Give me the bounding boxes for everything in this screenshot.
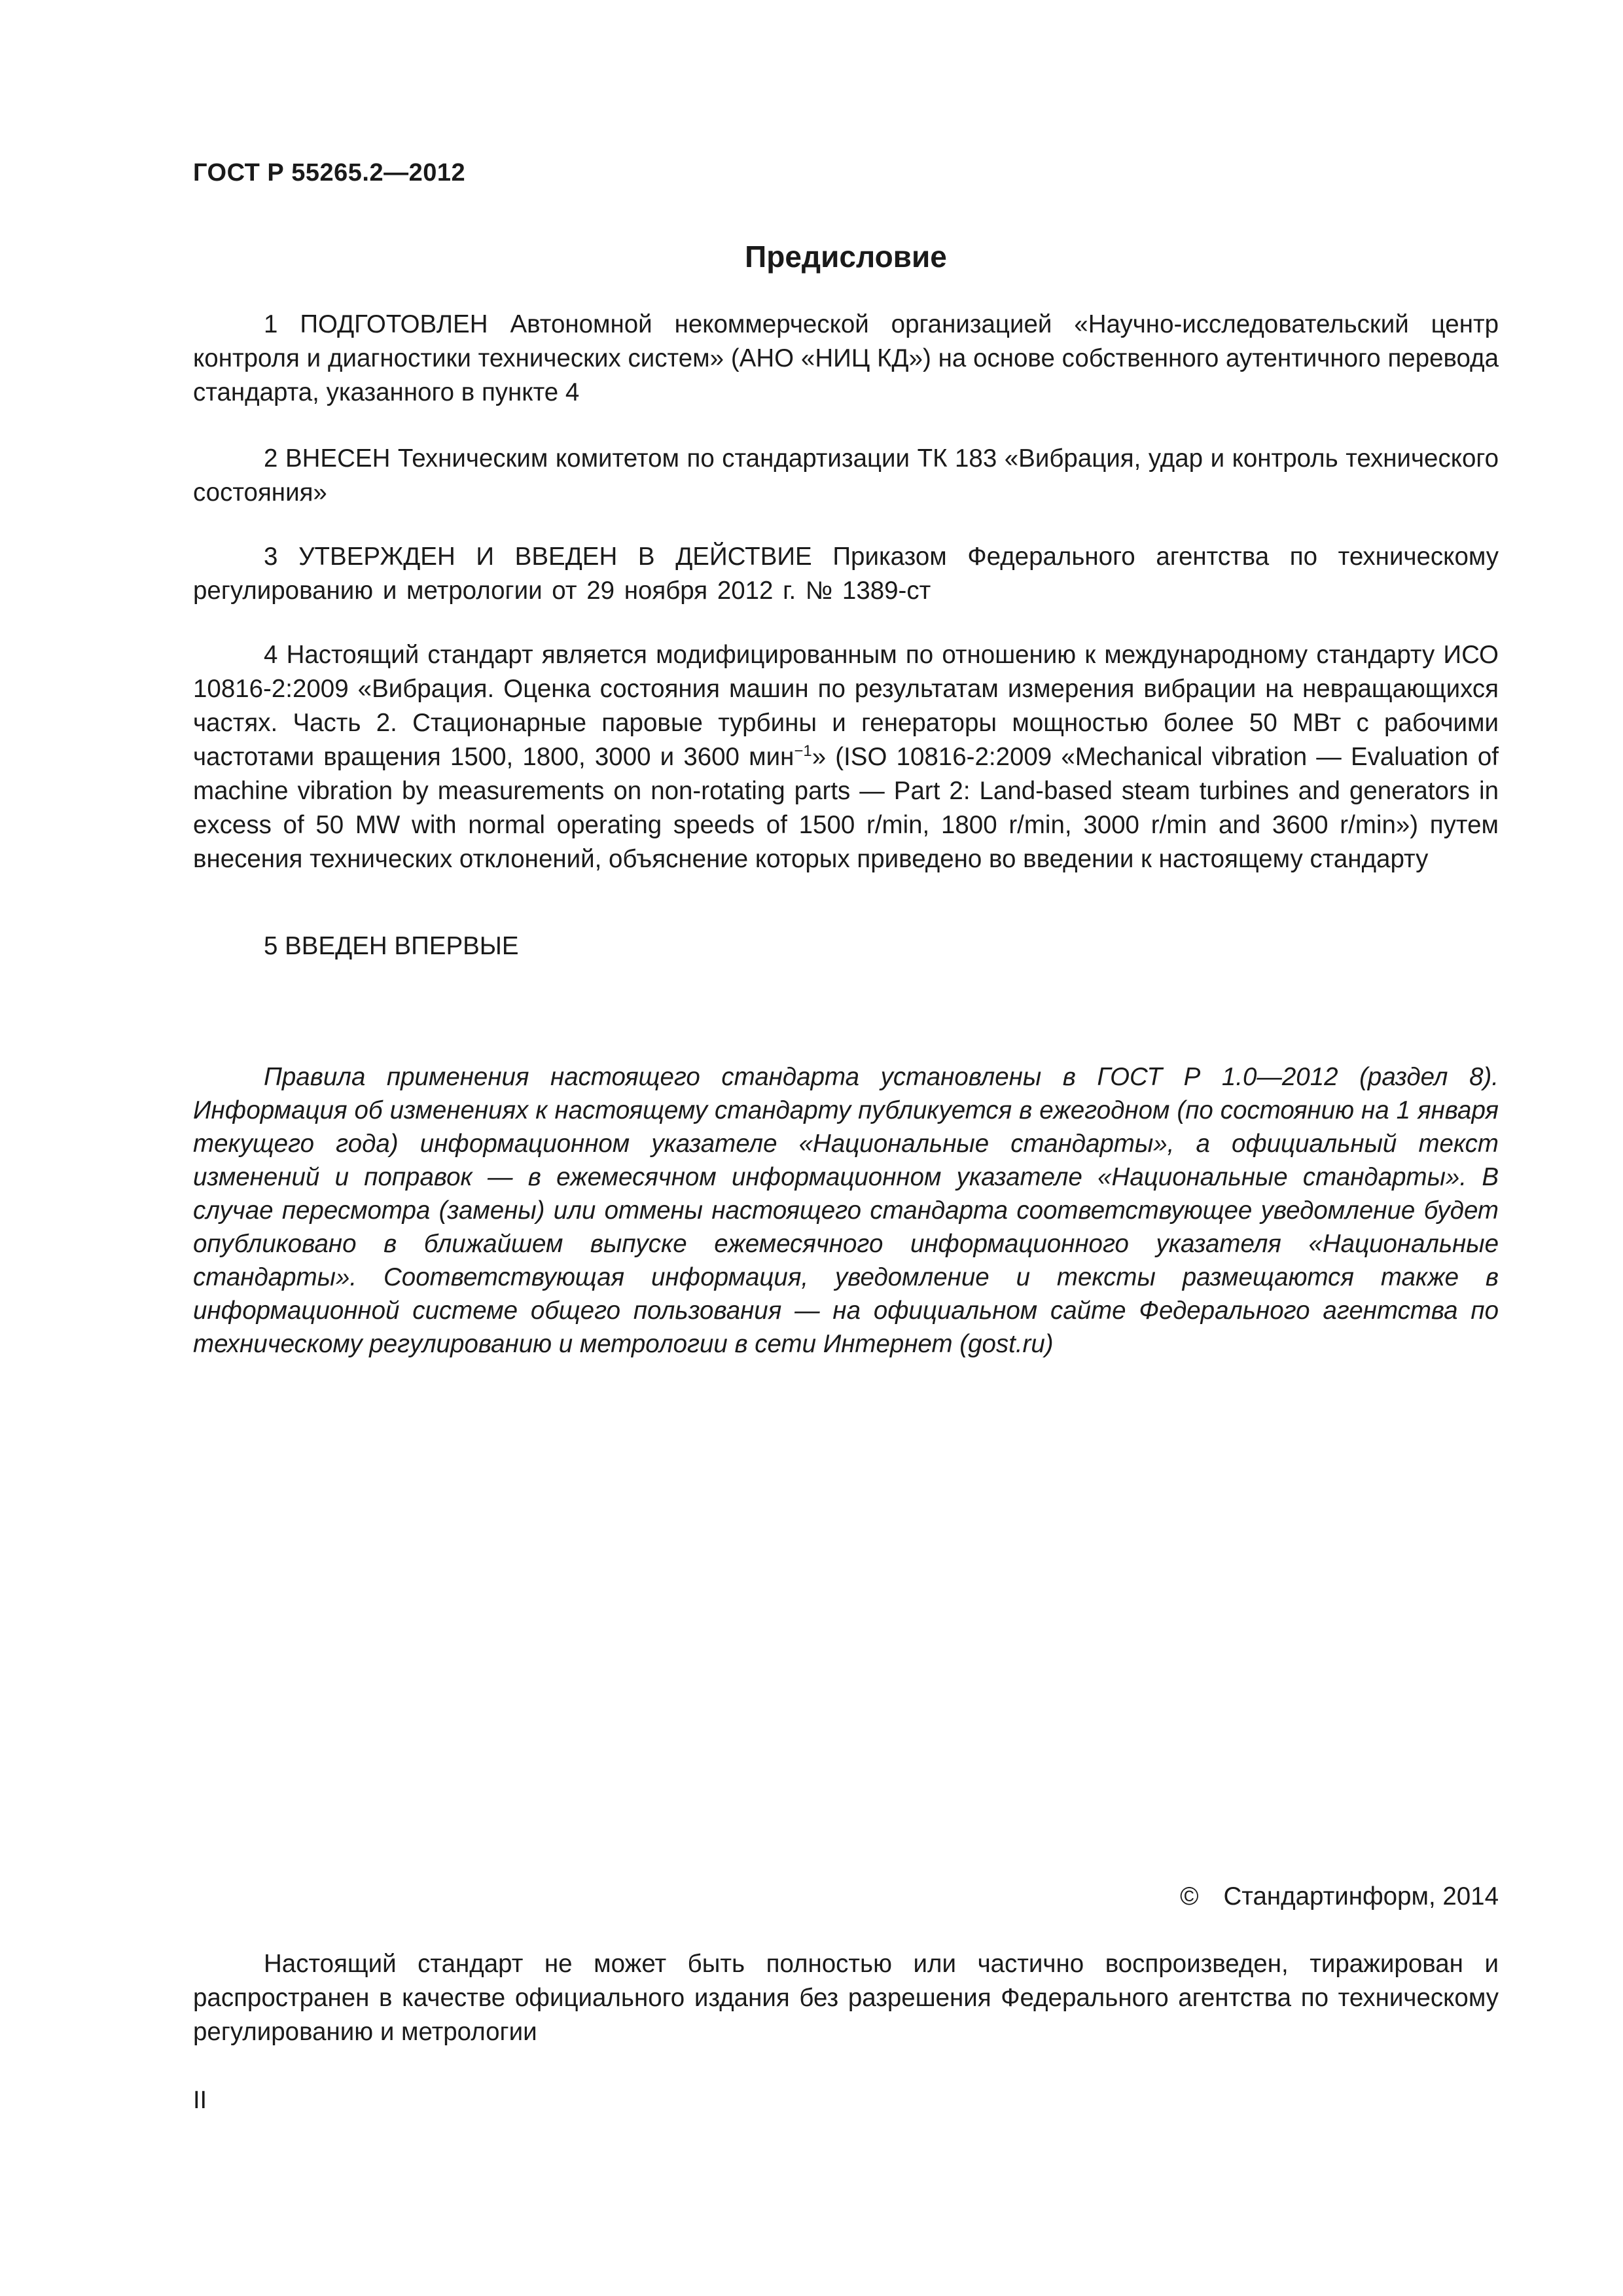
- copyright-icon: ©: [1180, 1882, 1199, 1910]
- item-number: 2: [264, 444, 278, 473]
- page-number: II: [193, 2087, 207, 2114]
- section-title: Предисловие: [745, 240, 947, 274]
- application-rules-text: Правила применения настоящего стандарта установлены в ГОСТ Р 1.0—2012 (раздел 8). Информация об изменениях к настоящему стандарту публикуется в ежегодном (по состоянию на 1 января текущего года) информационном указателе «Национальные стандарты», а официальный текст изменений и поправок — в ежемесячном информационном указателе «Национальные стандарты». В случае пересмотра (замены) или отмены настоящего стандарта соответствующее уведомление будет опубликовано в ближайшем выпуске ежемесячного информационного указателя «Национальные стандарты». Соответствующая информация, уведомление и тексты размещаются также в информационной системе общего пользования — на официальном сайте Федерального агентства по техническому регулированию и метрологии в сети Интернет (gost.ru): [193, 1063, 1499, 1358]
- item-text: Приказом Федерального агентства по техническому регулированию и метрологии от 29 ноября 2012 г. № 1389-ст: [193, 543, 1499, 605]
- standard-code-header: ГОСТ Р 55265.2—2012: [193, 159, 466, 187]
- foreword-item-4: [193, 638, 1499, 876]
- superscript-exponent: −1: [794, 742, 812, 761]
- foreword-item-2: [193, 442, 1499, 510]
- item-lead: ПОДГОТОВЛЕН: [300, 310, 488, 338]
- copyright-line: [1180, 1880, 1499, 1914]
- foreword-item-5: [193, 929, 1499, 963]
- item-number: 4: [264, 641, 278, 669]
- item-number: 3: [264, 543, 278, 571]
- item-text: » (ISO 10816-2:2009 «Mechanical vibration — Evaluation of machine vibration by measurements on non-rotating parts — Part 2: Land-based steam turbines and generators in excess of 50 MW with normal operating speeds of 1500 r/min, 1800 r/min, 3000 r/min and 3600 r/min») путем внесения технических отклонений, объяснение которых приведено во введении к настоящему стандарту: [193, 743, 1499, 873]
- item-number: 5: [264, 932, 278, 960]
- item-text: Автономной некоммерческой организацией «Научно-исследовательский центр контроля и диагностики технических систем» (АНО «НИЦ КД») на основе собственного аутентичного перевода стандарта, указанного в пункте 4: [193, 310, 1499, 406]
- item-lead: ВВЕДЕН ВПЕРВЫЕ: [285, 932, 519, 960]
- reproduction-notice: Настоящий стандарт не может быть полностью или частично воспроизведен, тиражирован и распространен в качестве официального издания без разрешения Федерального агентства по техническому регулированию и метрологии: [193, 1950, 1499, 2046]
- foreword-item-3: [193, 540, 1499, 608]
- document-page: [193, 0, 1499, 2296]
- foreword-item-1: [193, 308, 1499, 410]
- copyright-text: Стандартинформ, 2014: [1223, 1882, 1499, 1910]
- item-lead: ВНЕСЕН: [285, 444, 391, 473]
- item-lead: Настоящий стандарт является модифицированным по отношению к международному стандарту ИСО 10816-2:2009 «Вибрация. Оценка состояния машин по результатам измерения вибрации на невращающихся частях. Часть 2. Стационарные паровые турбины и генераторы мощностью более 50 МВт с рабочими частотами вращения 1500, 1800, 3000 и 3600 мин: [193, 641, 1499, 771]
- item-number: 1: [264, 310, 278, 338]
- item-text: Техническим комитетом по стандартизации ТК 183 «Вибрация, удар и контроль технического состояния»: [193, 444, 1499, 507]
- item-lead: УТВЕРЖДЕН И ВВЕДЕН В ДЕЙСТВИЕ: [298, 543, 812, 571]
